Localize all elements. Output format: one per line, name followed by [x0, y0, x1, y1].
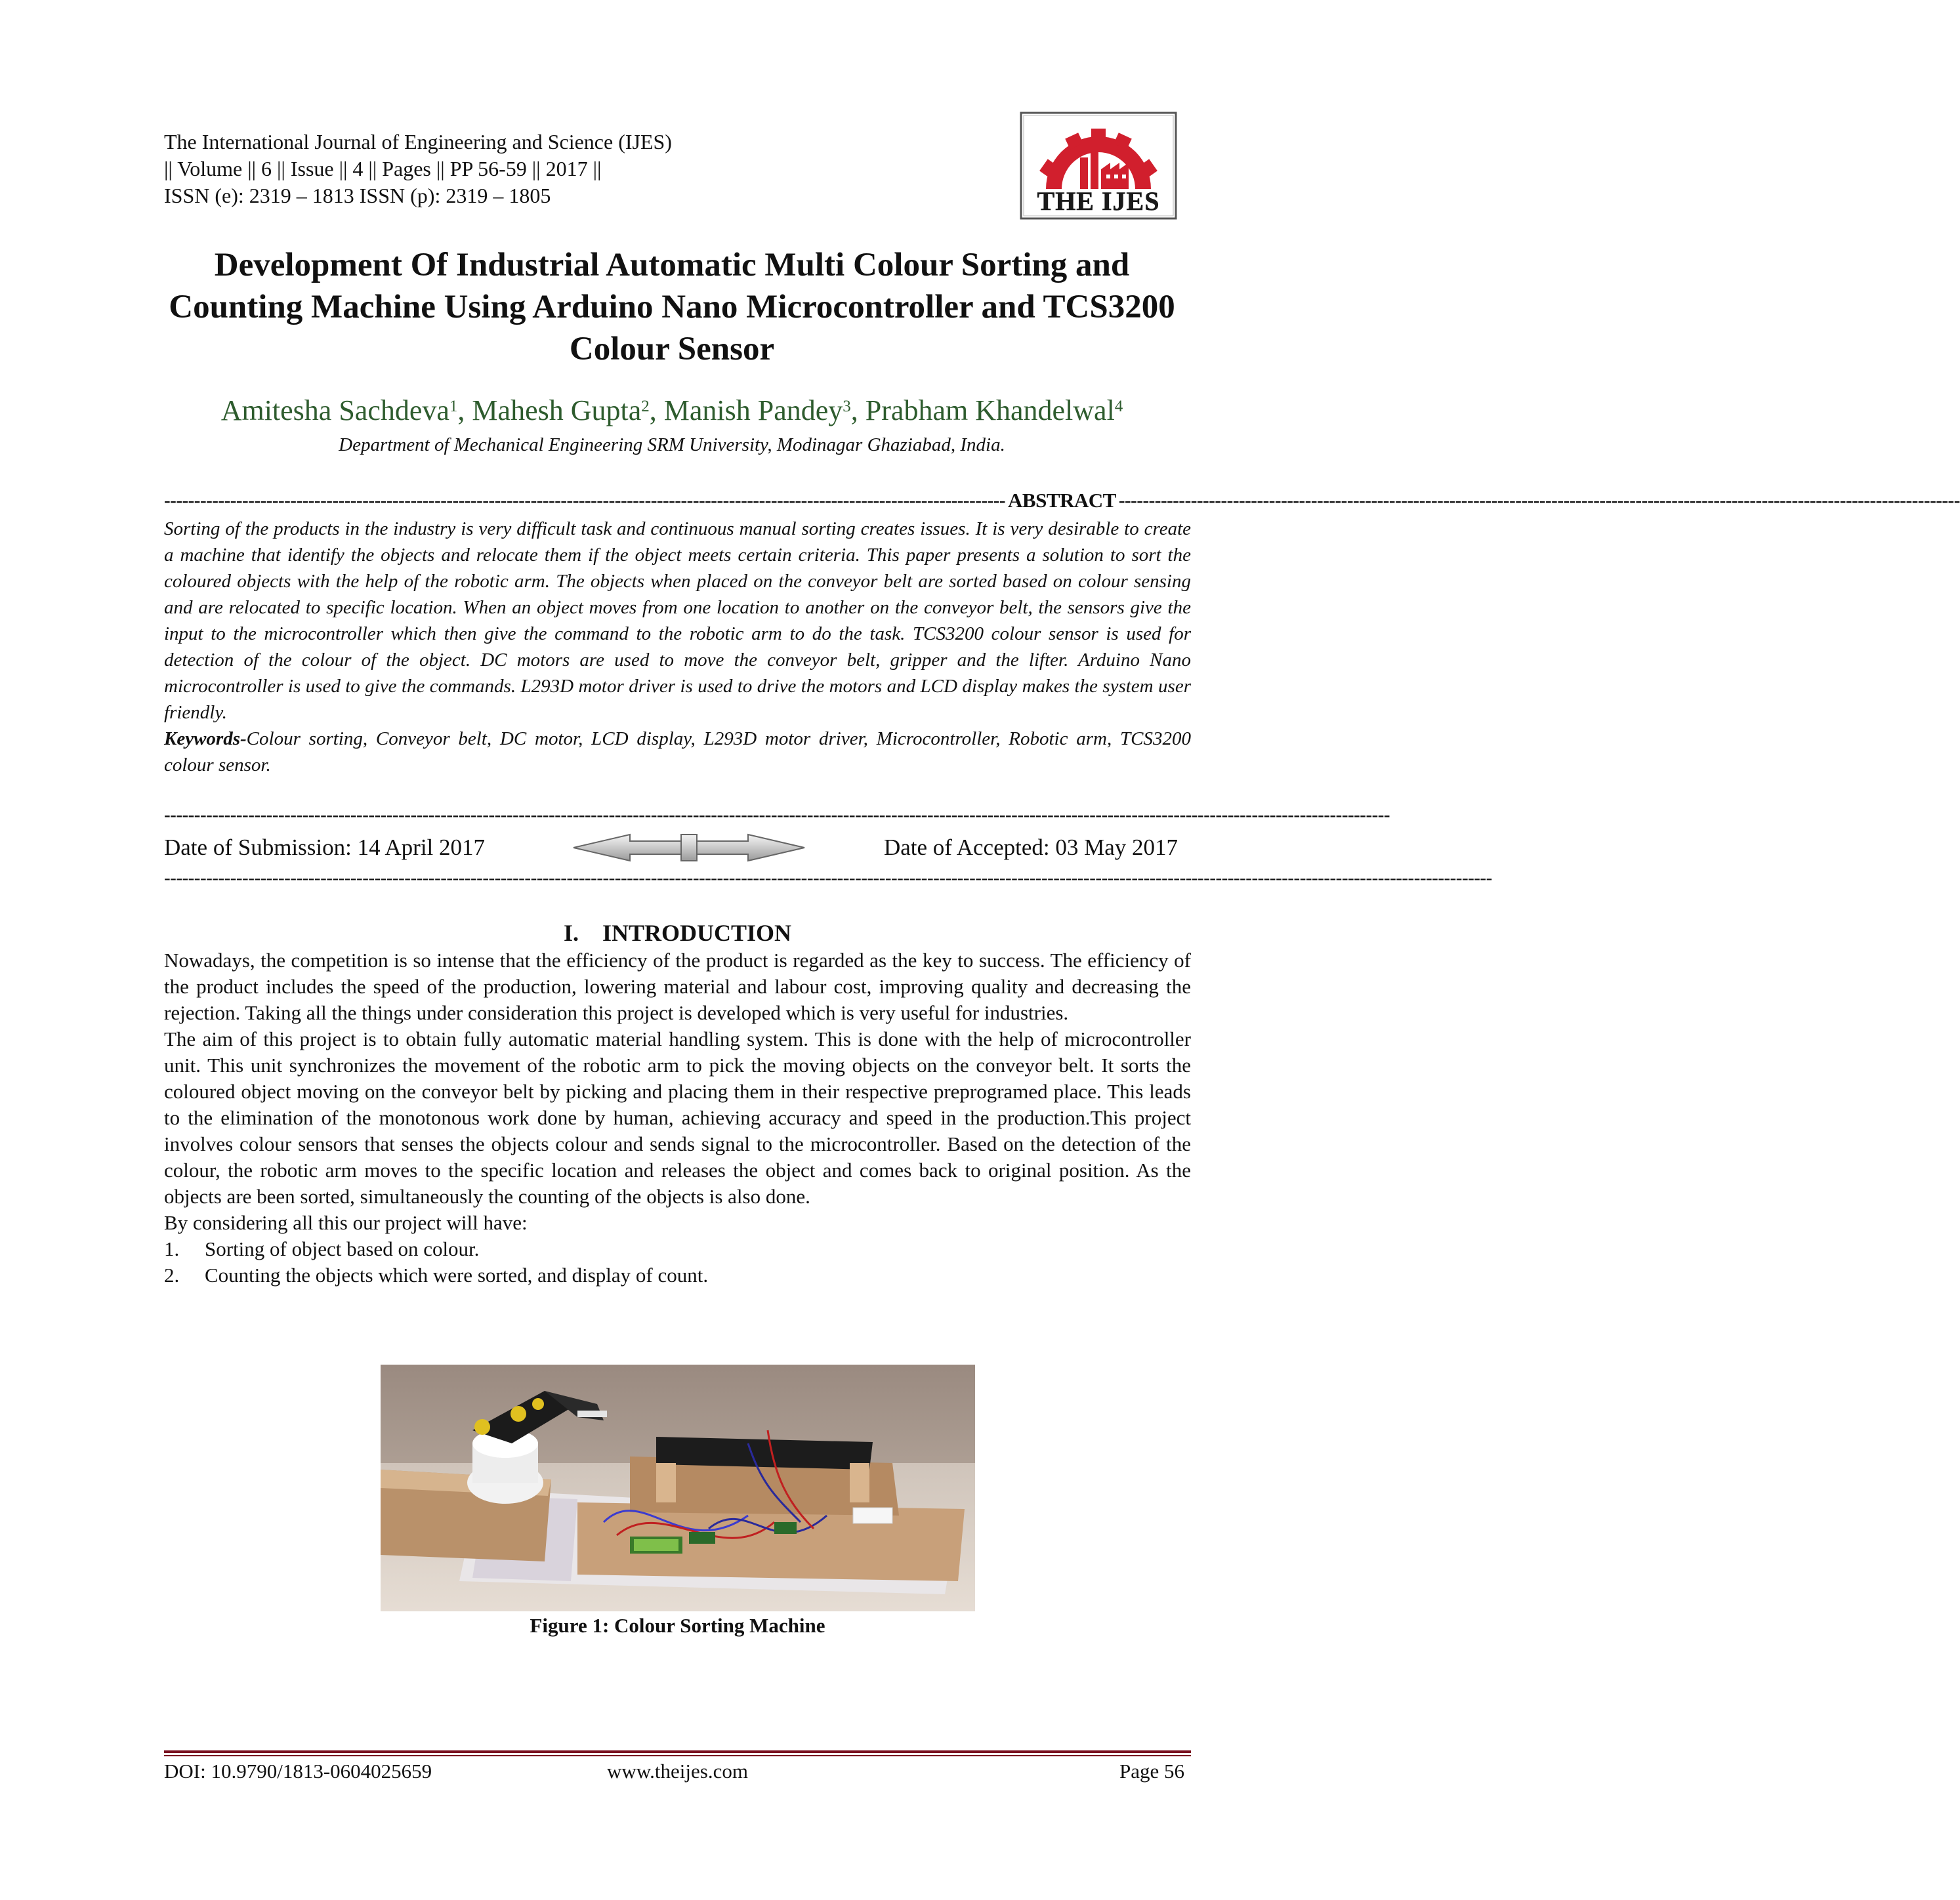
accepted-date: Date of Accepted: 03 May 2017	[883, 835, 1178, 860]
paper-title: Development Of Industrial Automatic Multi Colour Sorting and Counting Machine Using Arduino Nano Microcontroller and TCS3200 Colour Sensor	[169, 247, 1175, 367]
abstract-body	[164, 516, 1191, 778]
issn-line: ISSN (e): 2319 – 1813 ISSN (p): 2319 – 1805	[164, 184, 551, 207]
list-item	[164, 1262, 1191, 1289]
author-affiliation-mark: 2	[641, 398, 650, 415]
abstract-paragraph: Sorting of the products in the industry is very difficult task and continuous manual sorting creates issues. It is very desirable to create a machine that identify the objects and relocate them if the object meets certain criteria. This paper presents a solution to sort the coloured objects with the help of the robotic arm. The objects when placed on the conveyor belt are sorted based on colour sensing and are relocated to specific location. When an object moves from one location to another on the conveyor belt, the sensors give the input to the microcontroller which then give the command to the robotic arm to do the task. TCS3200 colour sensor is used for detection of the colour of the object. DC motors are used to move the conveyor belt, gripper and the lifter. Arduino Nano microcontroller is used to give the commands. L293D motor driver is used to drive the motors and LCD display makes the system user friendly.	[164, 518, 1191, 723]
keywords-label: Keywords-	[164, 728, 247, 749]
author-list: Amitesha Sachdeva$^1$, Mahesh Gupta$^2$, Manish Pandey$^3$, Prabham Khandelwal$^4$	[220, 394, 1123, 426]
paragraph: By considering all this our project will have:	[164, 1211, 528, 1234]
author-name: Prabham Khandelwal	[865, 394, 1115, 426]
journal-website: www.theijes.com	[607, 1760, 748, 1783]
divider: -----------------------------------------------------------------------------------------------------------------------------------------------------------------------------------------------------------------------------	[164, 867, 1492, 888]
author-affiliation-mark: 3	[843, 398, 851, 415]
affiliation: Department of Mechanical Engineering SRM University, Modinagar Ghaziabad, India.	[339, 434, 1005, 455]
introduction-body	[164, 947, 1191, 1289]
double-arrow-icon	[571, 832, 807, 863]
author-name: Amitesha Sachdeva	[220, 394, 449, 426]
figure-caption: Figure 1: Colour Sorting Machine	[530, 1614, 825, 1637]
paragraph: Nowadays, the competition is so intense that the efficiency of the product is regarded as the key to success. The efficiency of the product includes the speed of the production, lowering material and labour cost, improving quality and decreasing the rejection. Taking all the things under consideration this project is developed which is very useful for industries.	[164, 949, 1191, 1024]
abstract-heading: ABSTRACT	[1008, 489, 1116, 512]
list-number: 1.	[164, 1237, 180, 1260]
submission-date: Date of Submission: 14 April 2017	[164, 835, 486, 860]
volume-line: || Volume || 6 || Issue || 4 || Pages || PP 56-59 || 2017 ||	[164, 157, 602, 180]
list-text: Counting the objects which were sorted, and display of count.	[205, 1264, 709, 1287]
journal-header	[164, 129, 672, 209]
page-footer	[164, 1758, 1191, 1785]
doi: DOI: 10.9790/1813-0604025659	[164, 1760, 432, 1783]
abstract-heading-row	[164, 488, 1960, 513]
list-number: 2.	[164, 1264, 180, 1287]
author-affiliation-mark: 4	[1114, 398, 1123, 415]
paragraph: The aim of this project is to obtain fully automatic material handling system. This is done with the help of microcontroller unit. This unit synchronizes the movement of the robotic arm to pick the moving objects on the conveyor belt. It sorts the coloured object moving on the conveyor belt by picking and placing them in their respective preprogramed place. This leads to the elimination of the monotonous work done by human, achieving accuracy and speed in the production.This project involves colour sensors that senses the objects colour and sends signal to the microcontroller. Based on the detection of the colour, the robotic arm moves to the specific location and releases the object and comes back to original position. As the objects are been sorted, simultaneously the counting of the objects is also done.	[164, 1027, 1191, 1208]
list-text: Sorting of object based on colour.	[205, 1237, 480, 1260]
journal-name: The International Journal of Engineering and Science (IJES)	[164, 130, 672, 154]
page-number: Page 56	[1119, 1760, 1184, 1783]
divider: ------------------------------------------------------------------------------------------------------------------------------------------------------------------------------------------------------------	[164, 804, 1390, 825]
keywords-text: Colour sorting, Conveyor belt, DC motor, LCD display, L293D motor driver, Microcontroller, Robotic arm, TCS3200 colour sensor.	[164, 728, 1191, 775]
divider: --------------------------------------------------------------------------------------------------------------------------------------------	[164, 490, 1006, 511]
dates-row	[164, 832, 1191, 863]
divider: --------------------------------------------------------------------------------------------------------------------------------------------	[1118, 490, 1960, 511]
journal-logo	[1020, 112, 1177, 220]
author-name: Mahesh Gupta	[472, 394, 642, 426]
logo-text: THE IJES	[1037, 186, 1160, 216]
machine-photo-image	[381, 1365, 975, 1611]
section-heading	[164, 919, 1191, 947]
author-affiliation-mark: 1	[449, 398, 458, 415]
keywords	[164, 726, 1191, 778]
figure-photo	[381, 1365, 975, 1611]
footer-rule	[164, 1750, 1191, 1757]
section-heading-text: I. INTRODUCTION	[563, 920, 792, 946]
gear-factory-logo-icon	[1020, 112, 1177, 220]
author-name: Manish Pandey	[663, 394, 843, 426]
list-item	[164, 1236, 1191, 1262]
